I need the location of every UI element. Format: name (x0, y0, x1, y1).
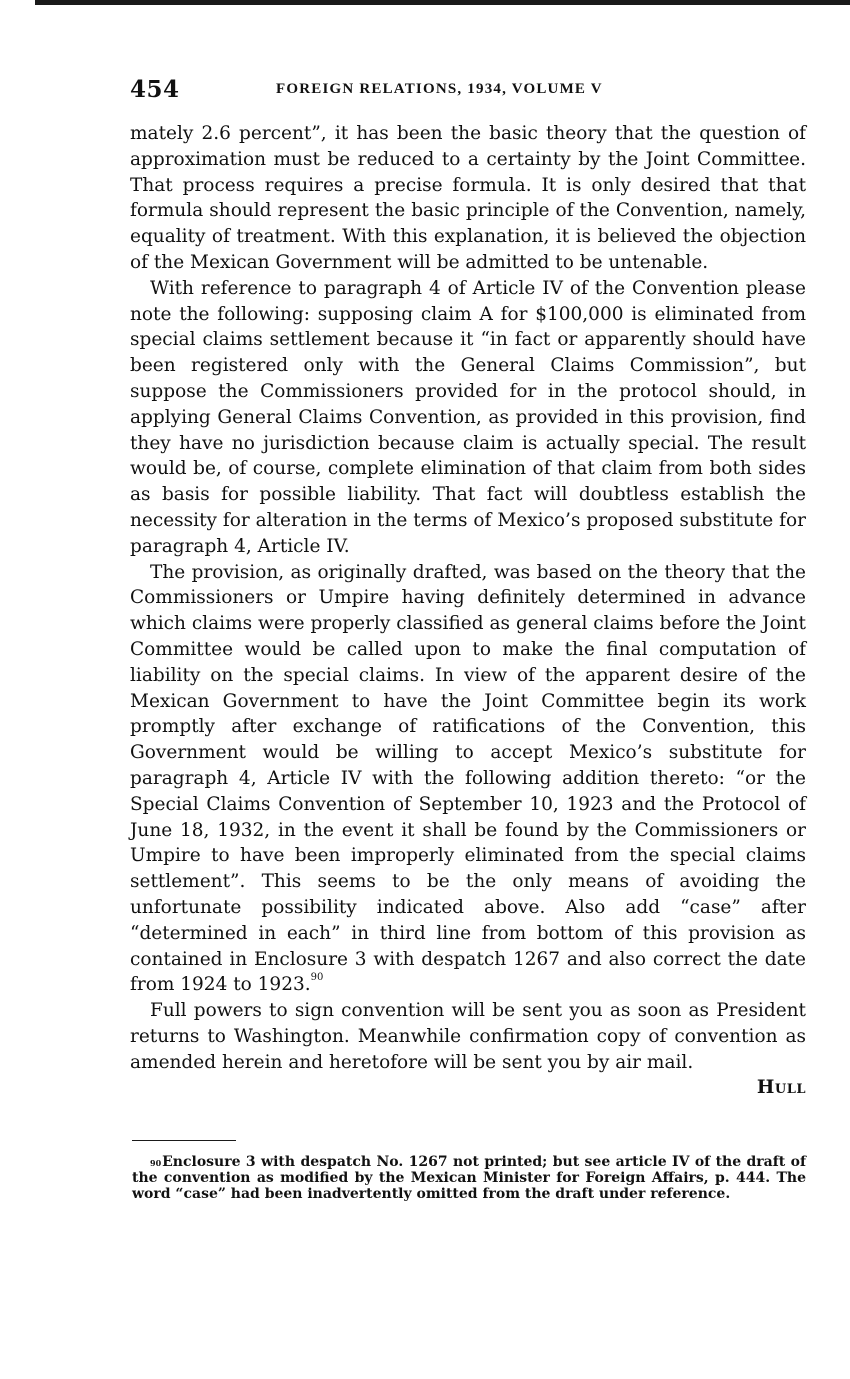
page-number: 454 (130, 76, 180, 103)
footnote-text: Enclosure 3 with despatch No. 1267 not printed; but see article IV of the draft of the convention as modified by the Mexican Minister for Foreign Affairs, p. 444. The word “case” had been inadvertently omitted from the draft under reference. (132, 1154, 806, 1202)
running-header (130, 76, 806, 106)
running-title: FOREIGN RELATIONS, 1934, VOLUME V (276, 81, 603, 97)
top-border-rule (35, 0, 850, 5)
paragraph-provision-text: The provision, as originally drafted, was based on the theory that the Commissioners or Umpire having definitely determined in advance which claims were properly classified as general claims before the Joint Committee would be called upon to make the final computation of liability on the special claims. In view of the apparent desire of the Mexican Government to have the Joint Committee begin its work promptly after exchange of ratifications of the Convention, this Government would be willing to accept Mexico’s substitute for paragraph 4, Article IV with the following addition thereto: “or the Special Claims Convention of September 10, 1923 and the Protocol of June 18, 1932, in the event it shall be found by the Commissioners or Umpire to have been improperly eliminated from the special claims settlement”. This seems to be the only means of avoiding the unfortunate possibility indicated above. Also add “case” after “determined in each” in third line from bottom of this provision as contained in Enclosure 3 with despatch 1267 and also correct the date from 1924 to 1923. (130, 561, 806, 996)
body-text (130, 121, 806, 1101)
footnote-divider (132, 1140, 236, 1141)
paragraph-article-iv: With reference to paragraph 4 of Article IV of the Convention please note the following: supposing claim A for $100,000 is eliminated from special claims settlement because it “in fact or apparently should have been registered only with the General Claims Commission”, but suppose the Commissioners provided for in the protocol should, in applying General Claims Convention, as provided in this provision, find they have no jurisdiction because claim is actually special. The result would be, of course, complete elimination of that claim from both sides as basis for possible liability. That fact will doubtless establish the necessity for alteration in the terms of Mexico’s proposed substitute for paragraph 4, Article IV. (130, 277, 806, 557)
paragraph-provision (130, 560, 806, 999)
paragraph-full-powers: Full powers to sign convention will be sent you as soon as President returns to Washington. Meanwhile confirmation copy of convention as amended herein and heretofore will be sent you by air mail. (130, 1000, 806, 1073)
footnote-reference[interactable]: 90 (310, 972, 324, 984)
signature: Hull (756, 1077, 806, 1099)
footnote (132, 1154, 806, 1202)
footnote-number: 90 (150, 1158, 162, 1168)
paragraph-continuation: mately 2.6 percent”, it has been the basic theory that the question of approximation must be reduced to a certainty by the Joint Committee. That process requires a precise formula. It is only desired that that formula should represent the basic principle of the Convention, namely, equality of treatment. With this explanation, it is believed the objection of the Mexican Government will be admitted to be untenable. (130, 123, 806, 273)
